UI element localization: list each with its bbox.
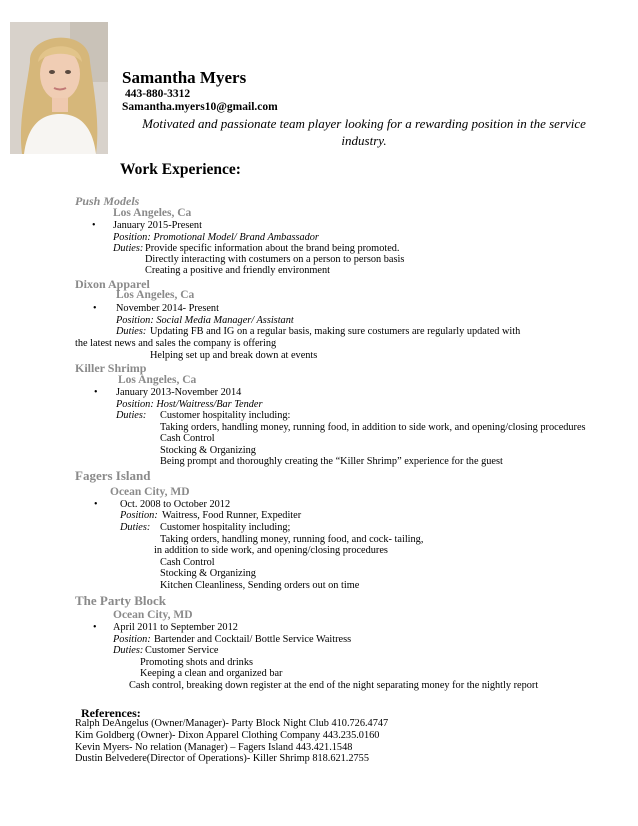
duty-item: Stocking & Organizing (160, 568, 256, 579)
duties-label: Duties: (116, 410, 147, 421)
company-name: Killer Shrimp (75, 361, 147, 375)
duty-item: Cash Control (160, 557, 215, 568)
objective-statement: Motivated and passionate team player looking for a rewarding position in the service industry. (142, 116, 586, 148)
job-dates: January 2013-November 2014 (116, 387, 242, 398)
duties-label: Duties: (116, 326, 147, 337)
job-position: Waitress, Food Runner, Expediter (162, 510, 302, 521)
duty-item: Promoting shots and drinks (140, 657, 253, 668)
job-location: Los Angeles, Ca (113, 207, 192, 219)
job-position: Position: Social Media Manager/ Assistant (116, 315, 294, 326)
profile-photo (10, 22, 108, 154)
job-position: Position: Promotional Model/ Brand Ambassador (113, 232, 319, 243)
bullet: • (93, 303, 97, 314)
company-name: Dixon Apparel (75, 277, 150, 291)
duties-label: Duties: (120, 522, 151, 533)
applicant-name: Samantha Myers (122, 68, 247, 87)
duty-item: Cash control, breaking down register at the end of the night separating money for the nightly report (129, 680, 539, 691)
duty-item: Creating a positive and friendly environment (145, 265, 331, 276)
duty-item: Stocking & Organizing (160, 445, 256, 456)
portrait-image (10, 22, 108, 154)
duty-item: Cash Control (160, 433, 215, 444)
bullet: • (94, 499, 98, 510)
reference-item: Dustin Belvedere(Director of Operations)- Killer Shrimp 818.621.2755 (75, 753, 369, 764)
job-position: Bartender and Cocktail/ Bottle Service Waitress (154, 634, 352, 645)
job-dates: January 2015-Present (113, 220, 202, 231)
job-location: Los Angeles, Ca (116, 289, 195, 301)
reference-item: Ralph DeAngelus (Owner/Manager)- Party Block Night Club 410.726.4747 (75, 718, 389, 729)
work-experience-heading: Work Experience: (120, 161, 241, 178)
position-label: Position: (113, 634, 151, 645)
references-heading: References: (81, 706, 141, 720)
duty-item: Taking orders, handling money, running food, in addition to side work, and opening/closing procedures (160, 422, 586, 433)
duty-item: Customer hospitality including; (160, 522, 291, 533)
duty-item: Updating FB and IG on a regular basis, making sure costumers are regularly updated with (150, 326, 521, 337)
position-label: Position: (120, 510, 158, 521)
duty-item: Helping set up and break down at events (150, 350, 318, 361)
job-dates: April 2011 to September 2012 (113, 622, 238, 633)
bullet: • (93, 622, 97, 633)
company-name: Push Models (75, 194, 140, 208)
duty-item: Taking orders, handling money, running food, and cock- tailing, (160, 534, 424, 545)
reference-item: Kim Goldberg (Owner)- Dixon Apparel Clothing Company 443.235.0160 (75, 730, 380, 741)
reference-item: Kevin Myers- No relation (Manager) – Fagers Island 443.421.1548 (75, 742, 353, 753)
job-location: Ocean City, MD (113, 609, 193, 621)
duty-item: in addition to side work, and opening/closing procedures (154, 545, 388, 556)
bullet: • (94, 387, 98, 398)
bullet: • (92, 220, 96, 231)
duties-label: Duties: (113, 243, 144, 254)
duties-label: Duties: (113, 645, 144, 656)
duty-item: Customer Service (145, 645, 219, 656)
duty-item: the latest news and sales the company is offering (75, 338, 277, 349)
duty-item: Kitchen Cleanliness, Sending orders out on time (160, 580, 360, 591)
company-name: The Party Block (75, 593, 166, 608)
duty-item: Directly interacting with costumers on a person to person basis (145, 254, 405, 265)
job-dates: November 2014- Present (116, 303, 219, 314)
job-location: Los Angeles, Ca (118, 374, 197, 386)
duty-item: Keeping a clean and organized bar (140, 668, 283, 679)
job-dates: Oct. 2008 to October 2012 (120, 499, 231, 510)
job-location: Ocean City, MD (110, 486, 190, 498)
duty-item: Provide specific information about the brand being promoted. (145, 243, 400, 254)
duty-item: Customer hospitality including: (160, 410, 291, 421)
phone-number: 443-880-3312 (125, 88, 191, 100)
email-address: Samantha.myers10@gmail.com (122, 101, 278, 113)
job-position: Position: Host/Waitress/Bar Tender (116, 399, 263, 410)
company-name: Fagers Island (75, 468, 151, 483)
duty-item: Being prompt and thoroughly creating the “Killer Shrimp” experience for the guest (160, 456, 503, 467)
